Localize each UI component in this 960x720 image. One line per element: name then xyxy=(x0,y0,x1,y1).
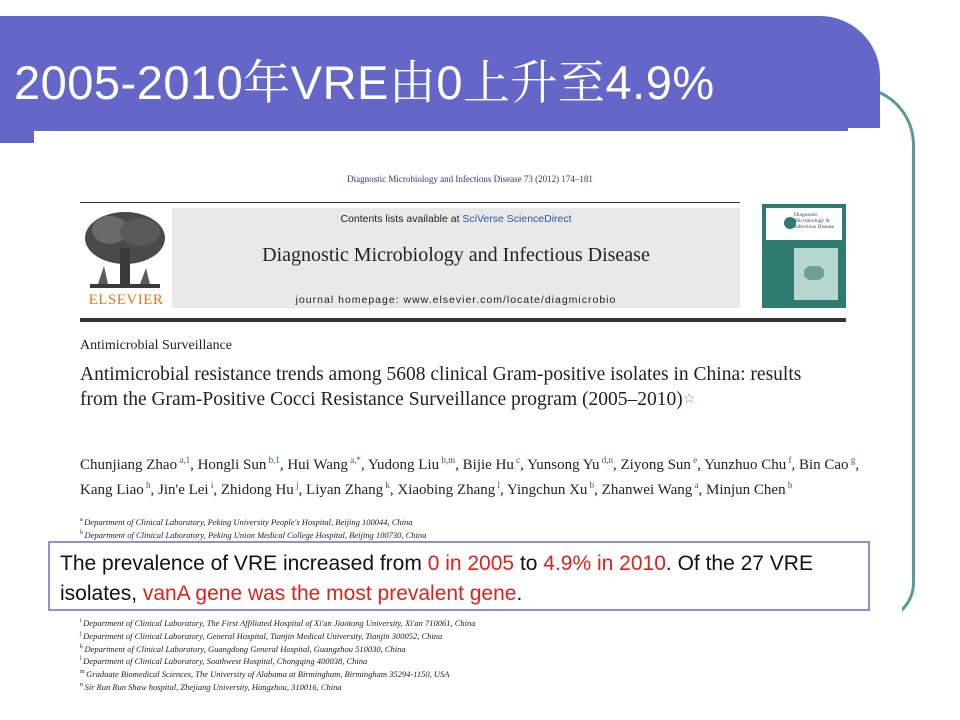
author-name: Ziyong Sun xyxy=(620,457,691,473)
author-affiliation-mark: k xyxy=(383,480,390,490)
author[interactable] xyxy=(527,457,613,473)
author-affiliation-mark: b xyxy=(587,480,595,490)
author[interactable] xyxy=(368,457,455,473)
author[interactable] xyxy=(704,457,791,473)
article-section: Antimicrobial Surveillance xyxy=(80,338,233,353)
affiliation-text: Department of Clinical Laboratory, General Hospital, Tianjin Medical University, Tianjin 300052, China xyxy=(83,630,443,641)
article-title xyxy=(80,362,820,412)
author-name: Yunzhuo Chu xyxy=(704,457,787,473)
author[interactable] xyxy=(80,482,150,498)
affiliation-mark: l xyxy=(80,656,84,663)
author[interactable] xyxy=(602,482,699,498)
title-footnote-star-icon[interactable]: ☆ xyxy=(682,392,696,407)
author-affiliation-mark: h xyxy=(143,480,151,490)
author-affiliation-mark: l xyxy=(495,480,501,490)
article-image xyxy=(38,138,902,720)
affiliation-line xyxy=(80,530,860,540)
author[interactable] xyxy=(198,457,280,473)
callout-text xyxy=(60,549,860,609)
contents-line xyxy=(172,213,740,225)
affiliation-text: Department of Clinical Laboratory, The First Affiliated Hospital of Xi'an Jiaotong University, Xi'an 710061, China xyxy=(83,618,476,628)
callout-part: . Of the 27 VRE isolates, xyxy=(60,552,813,605)
title-tick xyxy=(0,131,34,143)
author-name: Hui Wang xyxy=(287,457,348,473)
author-affiliation-mark: a xyxy=(692,480,699,490)
author-name: Bijie Hu xyxy=(462,457,514,473)
affiliation-line xyxy=(80,669,860,679)
author-affiliation-mark: e xyxy=(690,455,698,465)
affiliation-text: Department of Clinical Laboratory, Peking Union Medical College Hospital, Beijing 100730, China xyxy=(84,529,427,540)
author[interactable] xyxy=(706,482,792,498)
author[interactable] xyxy=(799,457,855,473)
author-affiliation-mark: d,n xyxy=(599,455,613,465)
author[interactable] xyxy=(221,482,299,498)
author[interactable] xyxy=(507,482,594,498)
affiliation-text: Graduate Biomedical Sciences, The University of Alabama at Birmingham, Birmingham 35294-1150, USA xyxy=(86,669,450,680)
summary-callout xyxy=(48,541,870,611)
affiliation-mark: m xyxy=(80,669,87,676)
article-title-text: Antimicrobial resistance trends among 5608 clinical Gram-positive isolates in China: results from the Gram-Positive Cocci Resistance Surveillance program (2005–2010) xyxy=(80,364,802,410)
affiliation-line xyxy=(80,644,860,654)
journal-homepage[interactable]: journal homepage: www.elsevier.com/locate/diagmicrobio xyxy=(295,294,617,306)
header-rule xyxy=(80,202,740,203)
journal-citation: Diagnostic Microbiology and Infectious Disease 73 (2012) 174–181 xyxy=(347,174,593,184)
affiliation-line xyxy=(80,631,860,641)
affiliation-mark: j xyxy=(80,630,84,637)
author-affiliation-mark: i xyxy=(208,480,214,490)
slide-title: 2005-2010年VRE由0上升至4.9% xyxy=(14,56,715,109)
title-bar xyxy=(0,16,880,128)
author-name: Bin Cao xyxy=(798,457,849,473)
author[interactable] xyxy=(287,457,361,473)
elsevier-tree-logo xyxy=(80,208,170,292)
affiliation-line xyxy=(80,517,860,527)
affiliation-text: Sir Run Run Shaw hospital, Zhejiang University, Hangzhou, 310016, China xyxy=(84,682,342,692)
author-name: Minjun Chen xyxy=(705,482,786,498)
author-name: Jin'e Lei xyxy=(157,482,209,498)
author-name: Yingchun Xu xyxy=(506,482,588,498)
journal-cover xyxy=(762,204,846,308)
author-affiliation-mark: j xyxy=(293,480,299,490)
author-affiliation-mark: b,m xyxy=(439,455,456,465)
author-name: Kang Liao xyxy=(80,482,144,498)
author[interactable] xyxy=(397,482,500,498)
author-affiliation-mark: a,* xyxy=(347,455,361,465)
author-name: Zhidong Hu xyxy=(220,482,294,498)
author-name: Liyan Zhang xyxy=(306,482,384,498)
author-affiliation-mark: f xyxy=(786,455,792,465)
cover-title: Diagnostic Microbiology & Infectious Disease xyxy=(794,212,835,230)
author-name: Hongli Sun xyxy=(197,457,267,473)
callout-part: The prevalence of VRE increased from xyxy=(60,552,428,575)
author[interactable] xyxy=(80,457,190,473)
affiliation-line xyxy=(80,682,860,692)
affiliation-text: Department of Clinical Laboratory, Guangdong General Hospital, Guangzhou 510030, China xyxy=(84,643,406,654)
author[interactable] xyxy=(158,482,213,498)
author-name: Yunsong Yu xyxy=(527,457,600,473)
title-underline xyxy=(0,128,848,131)
author-affiliation-mark: c xyxy=(513,455,521,465)
sciencedirect-link[interactable]: SciVerse ScienceDirect xyxy=(462,213,572,225)
callout-part: . xyxy=(516,582,523,605)
author-affiliation-mark: a,1 xyxy=(177,455,191,465)
author-affiliation-mark: g xyxy=(848,455,856,465)
author-list: Chunjiang Zhao $^{a,1}$, Hongli Sun $^{b,1}$, Hui Wang $^{a,*}$, Yudong Liu $^{b,m}$, Bijie Hu $^c$, Yunsong Yu $^{d,n}$, Ziyong Sun $^e$, Yunzhuo Chu $^f$, Bin Cao $^g$, Kang Liao $^h$, Jin'e Lei $^i$, Zhidong Hu $^j$, Liyan Zhang $^k$, Xiaobing Zhang $^l$, Yingchun Xu $^b$, Zhanwei Wang $^a$, Minjun Chen $^b$ xyxy=(80,455,860,498)
callout-highlight-vana: vanA gene was the most prevalent gene xyxy=(142,582,517,605)
publisher-logo-text: ELSEVIER xyxy=(88,292,164,308)
affiliation-line xyxy=(80,618,860,628)
author[interactable] xyxy=(306,482,390,498)
author-affiliation-mark: b,1 xyxy=(266,455,280,465)
affiliation-mark: b xyxy=(80,529,85,536)
cover-header xyxy=(766,208,842,240)
author-name: Chunjiang Zhao xyxy=(80,457,178,473)
callout-highlight-2005: 0 in 2005 xyxy=(427,552,515,575)
affiliation-text: Department of Clinical Laboratory, Peking University People's Hospital, Beijing 100044, China xyxy=(84,517,413,527)
author[interactable] xyxy=(620,457,697,473)
author-name: Xiaobing Zhang xyxy=(397,482,496,498)
callout-highlight-2010: 4.9% in 2010 xyxy=(543,552,666,575)
affiliation-mark: a xyxy=(80,517,85,524)
affiliation-mark: n xyxy=(80,682,85,689)
masthead-rule xyxy=(80,318,846,322)
author[interactable] xyxy=(463,457,521,473)
cover-image xyxy=(794,248,838,300)
journal-name: Diagnostic Microbiology and Infectious Disease xyxy=(262,244,650,266)
author-name: Yudong Liu xyxy=(367,457,440,473)
affiliation-text: Department of Clinical Laboratory, Southwest Hospital, Chongqing 400038, China xyxy=(83,656,368,667)
author-name: Zhanwei Wang xyxy=(601,482,693,498)
affiliation-mark: i xyxy=(80,618,84,625)
affiliation-mark: k xyxy=(80,643,85,650)
author-affiliation-mark: b xyxy=(785,480,793,490)
affiliation-line xyxy=(80,656,860,666)
callout-part: to xyxy=(514,552,544,575)
contents-prefix: Contents lists available at xyxy=(340,213,463,225)
